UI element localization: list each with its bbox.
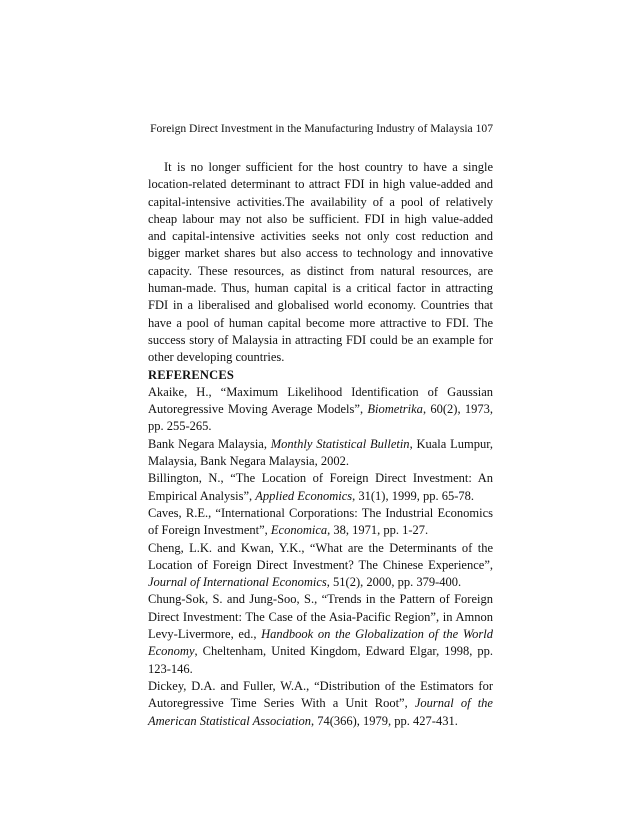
reference-entry: Billington, N., “The Location of Foreign Direct Investment: An Empirical Analysis”, Applied Economics, 31(1), 1999, pp. 65-78. xyxy=(148,471,493,503)
reference-entry: Bank Negara Malaysia, Monthly Statistical Bulletin, Kuala Lumpur, Malaysia, Bank Negara Malaysia, 2002. xyxy=(148,436,493,469)
reference-entry: Caves, R.E., “International Corporations: The Industrial Economics of Foreign Investment”, Economica, 38, 1971, pp. 1-27. xyxy=(148,505,493,538)
page-body xyxy=(148,159,493,730)
reference-entry: Cheng, L.K. and Kwan, Y.K., “What are the Determinants of the Location of Foreign Direct Investment? The Chinese Experience”, Journal of International Economics, 51(2), 2000, pp. 379-400. xyxy=(148,540,493,590)
running-header: Foreign Direct Investment in the Manufacturing Industry of Malaysia 107 xyxy=(150,122,493,135)
reference-entry: Chung-Sok, S. and Jung-Soo, S., “Trends in the Pattern of Foreign Direct Investment: The Case of the Asia-Pacific Region”, in Amnon Levy-Livermore, ed., Handbook on the Globalization of the World Economy, Cheltenham, United Kingdom, Edward Elgar, 1998, pp. 123-146. xyxy=(148,592,493,676)
body-paragraph: It is no longer sufficient for the host country to have a single location-related determinant to attract FDI in high value-added and capital-intensive activities.The availability of a pool of relatively cheap labour may not also be sufficient. FDI in high value-added and capital-intensive activities seeks not only cost reduction and bigger market shares but also access to technology and innovative capacity. These resources, as distinct from natural resources, are human-made. Thus, human capital is a critical factor in attracting FDI in a liberalised and globalised world economy. Countries that have a pool of human capital become more attractive to FDI. The success story of Malaysia in attracting FDI could be an example for other developing countries. xyxy=(148,160,493,365)
reference-entry: Akaike, H., “Maximum Likelihood Identification of Gaussian Autoregressive Moving Average Models”, Biometrika, 60(2), 1973, pp. 255-265. xyxy=(148,384,494,434)
reference-entry: Dickey, D.A. and Fuller, W.A., “Distribution of the Estimators for Autoregressive Time Series With a Unit Root”, Journal of the American Statistical Association, 74(366), 1979, pp. 427-431. xyxy=(148,678,493,728)
references-heading: REFERENCES xyxy=(148,367,235,382)
